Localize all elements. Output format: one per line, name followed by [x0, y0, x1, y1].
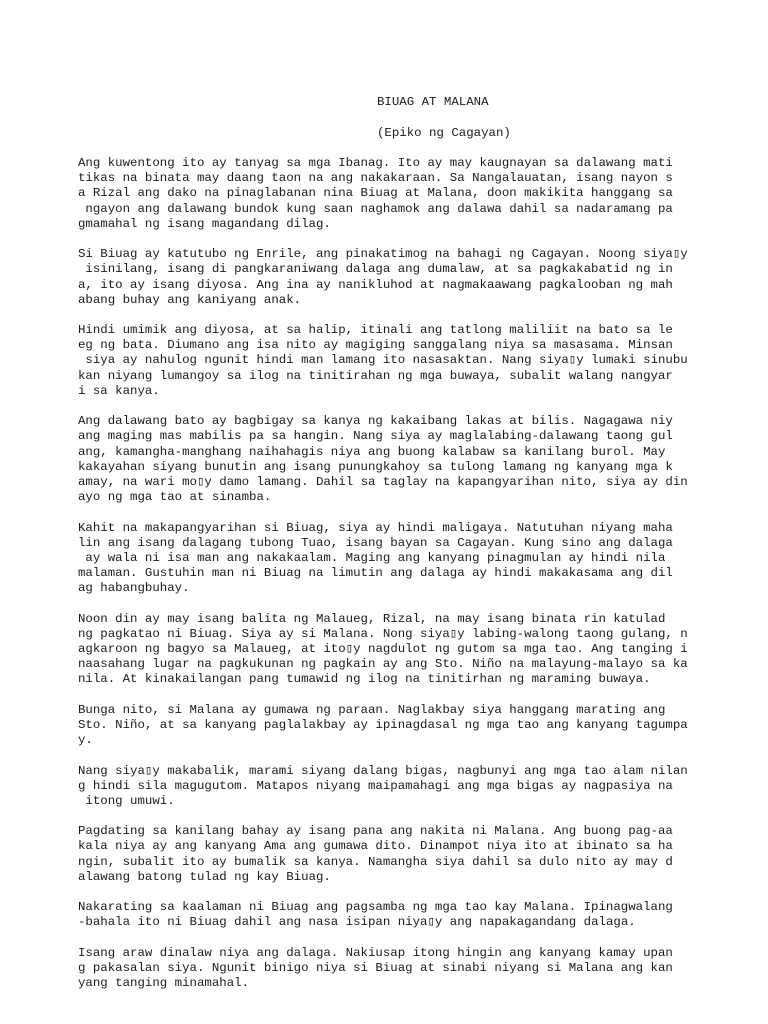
text-line: isinilang, isang di pangkaraniwang dalaga ang dumalaw, at sa pagkakabatid ng in: [78, 262, 673, 277]
text-line: i sa kanya.: [78, 383, 160, 398]
text-line: malaman. Gustuhin man ni Biuag na limutin ang dalaga ay hindi makakasama ang dil: [78, 566, 673, 581]
text-line: ay wala ni isa man ang nakakaalam. Maging ang kanyang pinagmulan ay hindi nila: [78, 550, 666, 565]
paragraph: [78, 900, 718, 930]
document-subtitle: (Epiko ng Cagayan): [377, 126, 511, 140]
paragraph: [78, 156, 718, 232]
text-line: Hindi umimik ang diyosa, at sa halip, itinali ang tatlong maliliit na bato sa le: [78, 323, 673, 338]
text-line: agkaroon ng bagyo sa Malaueg, at ito▯y nagdulot ng gutom sa mga tao. Ang tanging i: [78, 642, 688, 656]
document-body: [78, 156, 718, 1007]
paragraph: [78, 414, 718, 505]
text-line: eg ng bata. Diumano ang isa nito ay magiging sanggalang niya sa masasama. Minsan: [78, 338, 673, 353]
text-line: Nang siya▯y makabalik, marami siyang dalang bigas, nagbunyi ang mga tao alam nilan: [78, 763, 688, 778]
text-line: kan niyang lumangoy sa ilog na tinitirahan ng mga buwaya, subalit walang nangyar: [78, 368, 673, 383]
text-line: Si Biuag ay katutubo ng Enrile, ang pinakatimog na bahagi ng Cagayan. Noong siya▯y: [78, 247, 688, 262]
text-line: amay, na wari mo▯y damo lamang. Dahil sa taglay na kapangyarihan nito, siya ay din: [78, 474, 688, 489]
text-line: lin ang isang dalagang tubong Tuao, isang bayan sa Cagayan. Kung sino ang dalaga: [78, 535, 673, 550]
text-line: a, ito ay isang diyosa. Ang ina ay nanikluhod at nagmakaawang pagkalooban ng mah: [78, 277, 673, 292]
text-line: g pakasalan siya. Ngunit binigo niya si Biuag at sinabi niyang si Malana ang kan: [78, 960, 673, 975]
text-line: kakayahan siyang bunutin ang isang punungkahoy sa tulong lamang ng kanyang mga k: [78, 459, 673, 474]
text-line: Ang kuwentong ito ay tanyag sa mga Ibanag. Ito ay may kaugnayan sa dalawang mati: [78, 156, 673, 170]
document-title: BIUAG AT MALANA: [377, 95, 489, 109]
text-line: tikas na binata may daang taon na ang nakakaraan. Sa Nangalauatan, isang nayon s: [78, 171, 673, 186]
text-line: siya ay nahulog ngunit hindi man lamang ito nasasaktan. Nang siya▯y lumaki sinubu: [78, 353, 688, 368]
paragraph: [78, 323, 718, 399]
paragraph: [78, 521, 718, 597]
paragraph: [78, 946, 718, 992]
text-line: Kahit na makapangyarihan si Biuag, siya ay hindi maligaya. Natutuhan niyang maha: [78, 520, 673, 535]
text-line: yang tanging minamahal.: [78, 976, 250, 991]
text-line: itong umuwi.: [78, 793, 175, 808]
text-line: g hindi sila magugutom. Matapos niyang maipamahagi ang mga bigas ay nagpasiya na: [78, 778, 673, 793]
text-line: a Rizal ang dako na pinaglabanan nina Biuag at Malana, doon makikita hanggang sa: [78, 186, 673, 201]
text-line: -bahala ito ni Biuag dahil ang nasa isipan niya▯y ang napakagandang dalaga.: [78, 915, 636, 930]
text-line: ang maging mas mabilis pa sa hangin. Nang siya ay maglalabing-dalawang taong gul: [78, 429, 673, 444]
text-line: nila. At kinakailangan pang tumawid ng ilog na tinitirhan ng maraming buwaya.: [78, 672, 651, 687]
text-line: gmamahal ng isang magandang dilag.: [78, 216, 331, 231]
text-line: ag habangbuhay.: [78, 581, 190, 596]
text-line: alawang batong tulad ng kay Biuag.: [78, 869, 331, 884]
paragraph: [78, 247, 718, 308]
paragraph: [78, 824, 718, 885]
text-line: Sto. Niño, at sa kanyang paglalakbay ay ipinagdasal ng mga tao ang kanyang tagumpa: [78, 717, 688, 732]
text-line: naasahang lugar na pagkukunan ng pagkain ay ang Sto. Niño na malayung-malayo sa ka: [78, 657, 688, 672]
text-line: kala niya ay ang kanyang Ama ang gumawa dito. Dinampot niya ito at ibinato sa ha: [78, 839, 673, 854]
text-line: y.: [78, 733, 93, 748]
text-line: abang buhay ang kaniyang anak.: [78, 292, 302, 307]
text-line: ayo ng mga tao at sinamba.: [78, 490, 272, 505]
text-line: Bunga nito, si Malana ay gumawa ng paraan. Naglakbay siya hanggang marating ang: [78, 702, 666, 717]
paragraph: [78, 703, 718, 749]
paragraph: [78, 764, 718, 810]
text-line: ngin, subalit ito ay bumalik sa kanya. Namangha siya dahil sa dulo nito ay may d: [78, 854, 673, 869]
text-line: Ang dalawang bato ay bagbigay sa kanya ng kakaibang lakas at bilis. Nagagawa niy: [78, 414, 673, 429]
paragraph: [78, 612, 718, 688]
text-line: ang, kamangha-manghang naihahagis niya ang buong kalabaw sa kanilang burol. May: [78, 444, 666, 459]
text-line: Nakarating sa kaalaman ni Biuag ang pagsamba ng mga tao kay Malana. Ipinagwalang: [78, 900, 673, 915]
text-line: Isang araw dinalaw niya ang dalaga. Nakiusap itong hingin ang kanyang kamay upan: [78, 945, 673, 960]
text-line: Noon din ay may isang balita ng Malaueg, Rizal, na may isang binata rin katulad: [78, 611, 666, 626]
text-line: Pagdating sa kanilang bahay ay isang pana ang nakita ni Malana. Ang buong pag-aa: [78, 824, 673, 839]
text-line: ngayon ang dalawang bundok kung saan naghamok ang dalawa dahil sa nadaramang pa: [78, 201, 673, 216]
text-line: ng pagkatao ni Biuag. Siya ay si Malana. Nong siya▯y labing-walong taong gulang, n: [78, 626, 688, 641]
